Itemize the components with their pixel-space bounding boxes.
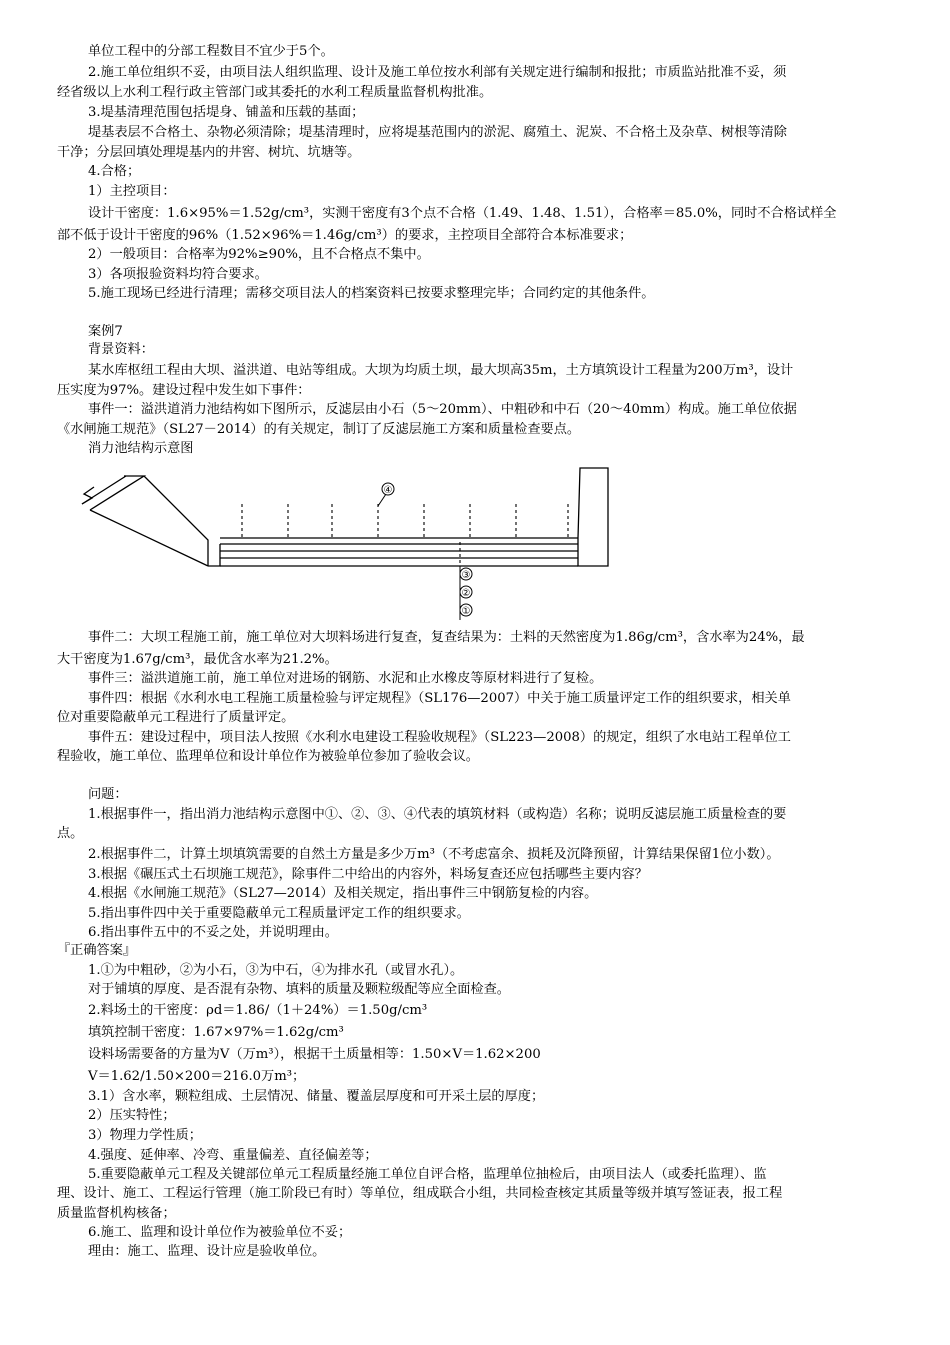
text-line: 1）主控项目：: [88, 184, 176, 199]
text-line: 事件五：建设过程中，项目法人按照《水利水电建设工程验收规程》（SL223—2008）的规定，组织了水电站工程单位工: [88, 730, 791, 745]
text-line: 位对重要隐蔽单元工程进行了质量评定。: [57, 710, 295, 725]
section-heading: 问题：: [88, 787, 128, 802]
answer-heading: 『正确答案』: [57, 943, 137, 958]
text-line: 2）压实特性；: [88, 1108, 176, 1123]
text-line: 质量监督机构核备；: [57, 1206, 176, 1221]
text-line: 3.根据《碾压式土石坝施工规范》，除事件二中给出的内容外，料场复查还应包括哪些主要内容？: [88, 867, 648, 882]
text-line: 填筑控制干密度：1.67×97%＝1.62g/cm³: [88, 1025, 344, 1040]
text-line: 2）一般项目：合格率为92%≥90%，且不合格点不集中。: [88, 247, 430, 262]
text-line: 设计干密度：1.6×95%＝1.52g/cm³，实测干密度有3个点不合格（1.49、1.48、1.51），合格率＝85.0%，同时不合格试样全: [88, 206, 837, 221]
text-line: 2.施工单位组织不妥，由项目法人组织监理、设计及施工单位按水利部有关规定进行编制和报批；市质监站批准不妥，须: [88, 65, 787, 80]
text-line: 设料场需要备的方量为V（万m³），根据干土质量相等：1.50×V＝1.62×200: [88, 1047, 541, 1062]
text-line: 背景资料：: [88, 342, 154, 357]
text-line: 事件二：大坝工程施工前，施工单位对大坝料场进行复查，复查结果为：土料的天然密度为1.86g/cm³，含水率为24%，最: [88, 630, 805, 645]
text-line: 压实度为97%。建设过程中发生如下事件：: [57, 383, 311, 398]
text-line: 经省级以上水利工程行政主管部门或其委托的水利工程质量监督机构批准。: [57, 85, 493, 100]
left-wall: [144, 476, 208, 566]
text-line: V＝1.62/1.50×200＝216.0万m³；: [88, 1069, 306, 1084]
text-line: 3）物理力学性质；: [88, 1128, 202, 1143]
text-line: 部不低于设计干密度的96%（1.52×96%＝1.46g/cm³）的要求，主控项目全部符合本标准要求；: [57, 228, 633, 243]
text-line: 3.堤基清理范围包括堤身、铺盖和压载的基面；: [88, 105, 365, 120]
label-2: ②: [461, 588, 471, 599]
text-line: 3.1）含水率，颗粒组成、土层情况、储量、覆盖层厚度和可开采土层的厚度；: [88, 1089, 545, 1104]
figure-caption: 消力池结构示意图: [88, 441, 194, 456]
stilling-basin-diagram: [80, 454, 610, 626]
text-line: 4.根据《水闸施工规范》（SL27—2014）及相关规定，指出事件三中钢筋复检的内容。: [88, 886, 598, 901]
text-line: 5.施工现场已经进行清理；需移交项目法人的档案资料已按要求整理完毕；合同约定的其他条件。: [88, 286, 655, 301]
text-line: 4.强度、延伸率、冷弯、重量偏差、直径偏差等；: [88, 1148, 378, 1163]
text-line: 理、设计、施工、工程运行管理（施工阶段已有时）等单位，组成联合小组，共同检查核定其质量等级并填写签证表，报工程: [57, 1186, 783, 1201]
left-sill: [208, 544, 220, 566]
text-line: 某水库枢纽工程由大坝、溢洪道、电站等组成。大坝为均质土坝，最大坝高35m，土方填筑设计工程量为200万m³，设计: [88, 363, 794, 378]
upstream-slab: [82, 476, 144, 510]
text-line: 6.指出事件五中的不妥之处，并说明理由。: [88, 925, 338, 940]
text-line: 干净；分层回填处理堤基内的井窖、树坑、坑塘等。: [57, 145, 361, 160]
text-line: 事件一：溢洪道消力池结构如下图所示，反滤层由小石（5～20mm）、中粗砂和中石（20～40mm）构成。施工单位依据: [88, 402, 797, 417]
text-line: 大干密度为1.67g/cm³，最优含水率为21.2%。: [57, 652, 338, 667]
text-line: 点。: [57, 826, 84, 841]
label-3: ③: [461, 570, 471, 581]
text-line: 5.重要隐蔽单元工程及关键部位单元工程质量经施工单位自评合格，监理单位抽检后，由项目法人（或委托监理）、监: [88, 1167, 767, 1182]
text-line: 堤基表层不合格土、杂物必须清除；堤基清理时，应将堤基范围内的淤泥、腐殖土、泥炭、不合格土及杂草、树根等清除: [88, 125, 787, 140]
text-line: 程验收，施工单位、监理单位和设计单位作为被验单位参加了验收会议。: [57, 749, 479, 764]
text-line: 5.指出事件四中关于重要隐蔽单元工程质量评定工作的组织要求。: [88, 906, 470, 921]
text-line: 对于铺填的厚度、是否混有杂物、填料的质量及颗粒级配等应全面检查。: [88, 982, 510, 997]
text-line: 3）各项报验资料均符合要求。: [88, 267, 268, 282]
section-heading: 案例7: [88, 324, 123, 339]
text-line: 1.根据事件一，指出消力池结构示意图中①、②、③、④代表的填筑材料（或构造）名称；说明反滤层施工质量检查的要: [88, 807, 787, 822]
text-line: 6.施工、监理和设计单位作为被验单位不妥；: [88, 1225, 352, 1240]
text-line: 2.根据事件二，计算土坝填筑需要的自然土方量是多少万m³（不考虑富余、损耗及沉降预留，计算结果保留1位小数）。: [88, 847, 780, 862]
end-sill: [578, 468, 608, 566]
label-1: ①: [461, 606, 471, 617]
text-line: 单位工程中的分部工程数目不宜少于5个。: [88, 44, 334, 59]
label-4: ④: [383, 485, 393, 496]
text-line: 理由：施工、监理、设计应是验收单位。: [88, 1244, 326, 1259]
text-line: 1.①为中粗砂，②为小石，③为中石，④为排水孔（或冒水孔）。: [88, 963, 464, 978]
text-line: 事件三：溢洪道施工前，施工单位对进场的钢筋、水泥和止水橡皮等原材料进行了复检。: [88, 671, 603, 686]
text-line: 2.料场土的干密度：ρd＝1.86/（1＋24%）＝1.50g/cm³: [88, 1003, 428, 1018]
text-line: 《水闸施工规范》（SL27－2014）的有关规定，制订了反滤层施工方案和质量检查要点。: [57, 422, 581, 437]
text-line: 事件四：根据《水利水电工程施工质量检验与评定规程》（SL176—2007）中关于施工质量评定工作的组织要求，相关单: [88, 691, 791, 706]
break-line: [82, 487, 94, 504]
text-line: 4.合格；: [88, 164, 141, 179]
